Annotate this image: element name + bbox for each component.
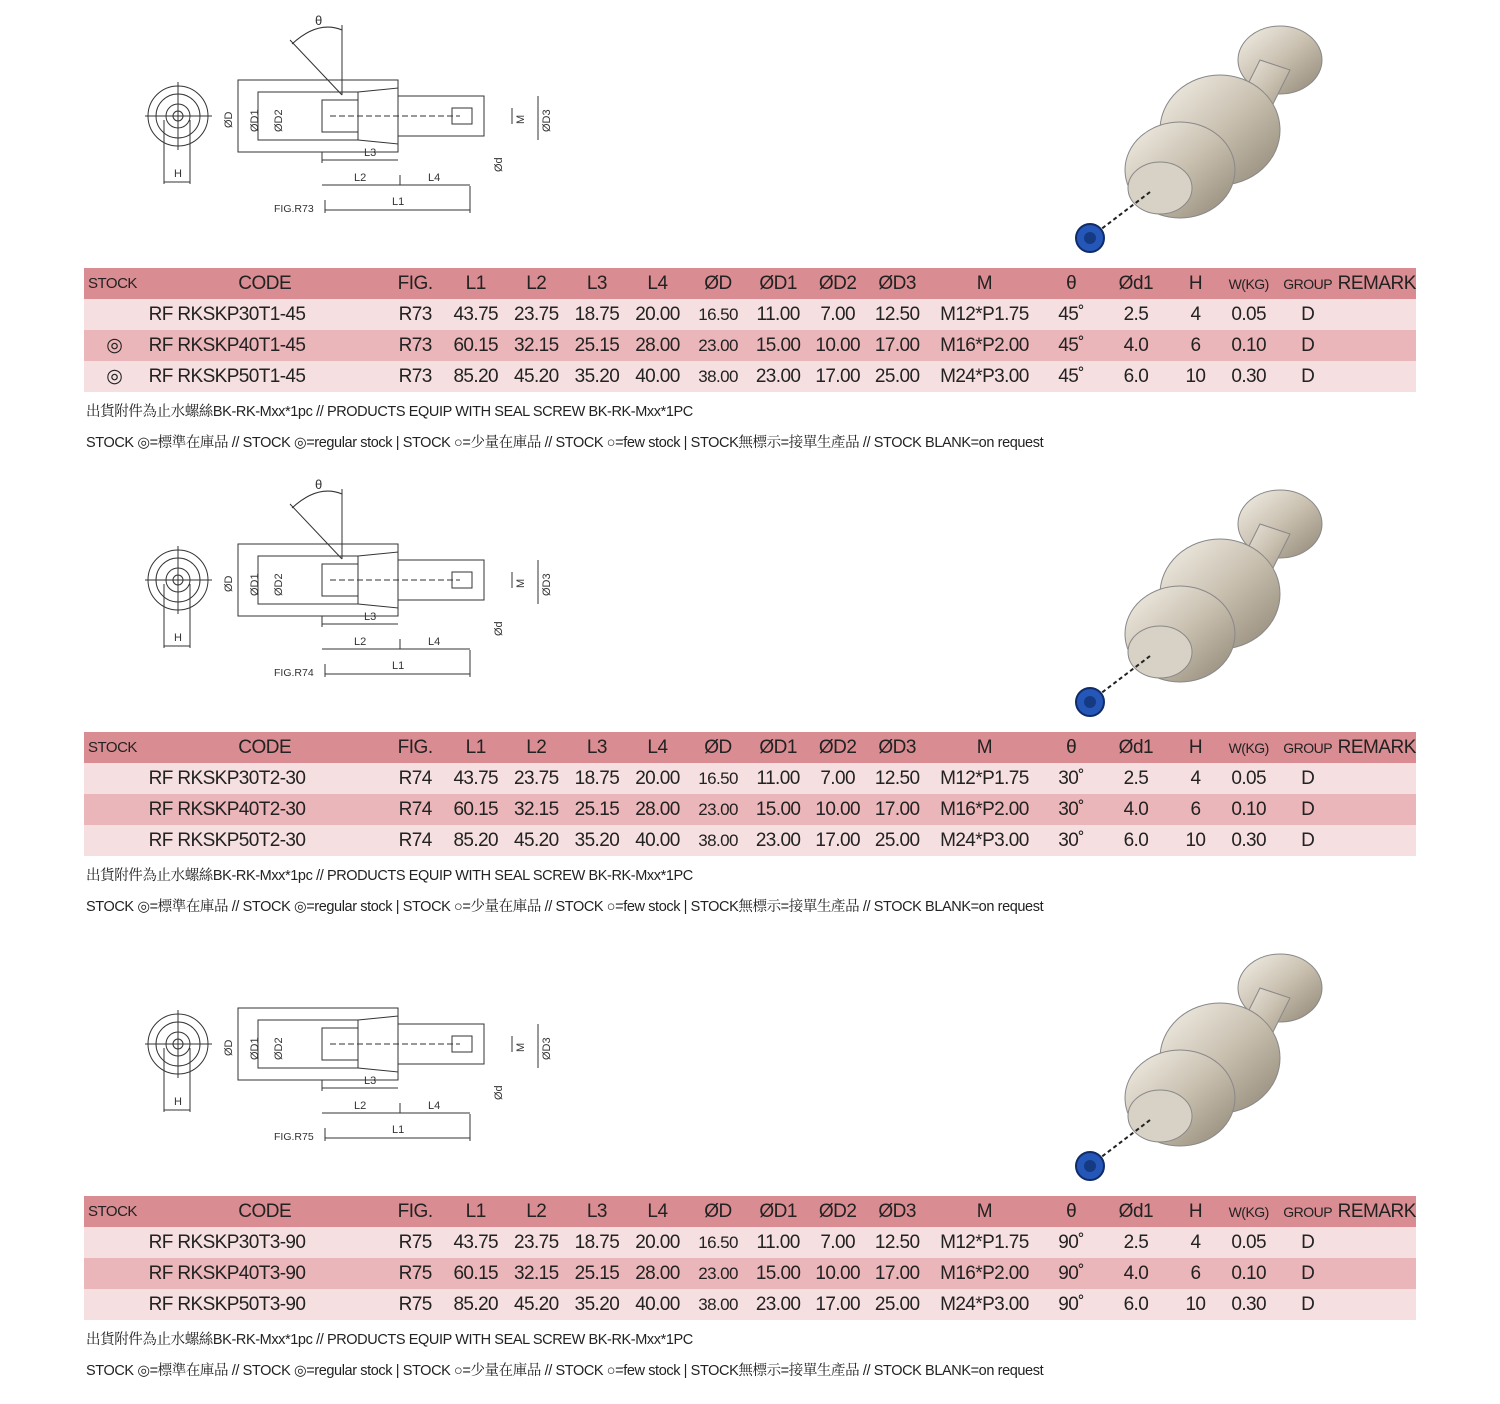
drawing-label-theta: θ [315,477,323,492]
side-view [223,13,553,215]
stock-legend: STOCK ◎=標準在庫品 // STOCK ◎=regular stock | STOCK ○=少量在庫品 // STOCK ○=few stock | STOCK無標示=接單生產品 // STOCK BLANK=on request [86,1363,1044,1379]
cell-code: RF RKSKP50T2-30 [145,825,385,856]
cell-m: M24*P3.00 [927,1289,1042,1320]
column-header-od1-small: Ød1 [1100,268,1171,299]
drawing-label-d1: ØD1 [249,1037,261,1060]
table-row [84,825,1416,856]
cell-l3: 18.75 [567,763,628,794]
cell-od1-small: 6.0 [1100,1289,1171,1320]
cell-l4: 20.00 [627,299,688,330]
drawing-label-d1: ØD1 [249,573,261,596]
cell-theta: 45˚ [1042,361,1101,392]
cell-od1: 23.00 [748,361,808,392]
column-header-l1: L1 [445,1196,506,1227]
cell-l2: 23.75 [506,763,567,794]
cell-theta: 45˚ [1042,330,1101,361]
column-header-od: ØD [688,268,749,299]
cell-code: RF RKSKP40T3-90 [145,1258,385,1289]
side-view [223,1008,553,1143]
cell-fig: R73 [385,299,446,330]
cell-l1: 43.75 [445,299,506,330]
cell-h: 6 [1171,330,1219,361]
table-row [84,763,1416,794]
cell-fig: R74 [385,763,446,794]
cell-od3: 17.00 [867,794,927,825]
cell-od1-small: 2.5 [1100,299,1171,330]
cell-stock: ◎ [84,330,145,361]
cell-l2: 23.75 [506,299,567,330]
cell-l3: 18.75 [567,1227,628,1258]
drawing-label-l4: L4 [428,1100,441,1112]
drawing-label-d: ØD [223,1039,235,1056]
cell-h: 4 [1171,299,1219,330]
drawing-label-d3: ØD3 [541,1037,553,1060]
product-section-2 [0,464,1500,928]
drawing-label-l3: L3 [364,1075,377,1087]
cell-od: 23.00 [688,330,749,361]
cell-l2: 45.20 [506,361,567,392]
drawing-label-d: Ød [493,621,505,636]
cell-remark [1338,1227,1417,1258]
stock-legend: STOCK ◎=標準在庫品 // STOCK ◎=regular stock | STOCK ○=少量在庫品 // STOCK ○=few stock | STOCK無標示=接單生產品 // STOCK BLANK=on request [86,899,1044,915]
cell-m: M12*P1.75 [927,299,1042,330]
cell-l1: 85.20 [445,361,506,392]
table-row [84,1289,1416,1320]
column-header-od1-small: Ød1 [1100,1196,1171,1227]
cell-group: D [1278,825,1338,856]
cell-od1: 11.00 [748,1227,808,1258]
cell-weight: 0.10 [1219,330,1278,361]
cell-theta: 45˚ [1042,299,1101,330]
cell-od1-small: 2.5 [1100,1227,1171,1258]
column-header-l1: L1 [445,268,506,299]
cell-od2: 10.00 [808,794,868,825]
cell-od: 16.50 [688,1227,749,1258]
drawing-label-m: M [515,1042,527,1052]
cell-remark [1338,299,1417,330]
cell-l4: 20.00 [627,763,688,794]
cell-l3: 35.20 [567,361,628,392]
cell-weight: 0.30 [1219,1289,1278,1320]
column-header-fig: FIG. [385,732,446,763]
cell-l4: 20.00 [627,1227,688,1258]
cell-od2: 10.00 [808,330,868,361]
cell-od1: 11.00 [748,299,808,330]
cell-od2: 17.00 [808,1289,868,1320]
cell-od1-small: 4.0 [1100,330,1171,361]
cell-l4: 40.00 [627,1289,688,1320]
cell-code: RF RKSKP30T3-90 [145,1227,385,1258]
column-header-stock: STOCK [84,1196,145,1227]
cell-theta: 30˚ [1042,763,1101,794]
column-header-l3: L3 [567,1196,628,1227]
cell-stock [84,299,145,330]
column-header-od1-small: Ød1 [1100,732,1171,763]
cell-code: RF RKSKP30T1-45 [145,299,385,330]
cell-l3: 18.75 [567,299,628,330]
drawing-label-h: H [174,1096,182,1108]
drawing-label-l3: L3 [364,611,377,623]
column-header-group: GROUP [1278,1196,1338,1227]
cell-weight: 0.10 [1219,794,1278,825]
end-view [145,546,212,648]
column-header-od: ØD [688,1196,749,1227]
cell-l1: 85.20 [445,825,506,856]
cell-fig: R74 [385,825,446,856]
cell-od1: 15.00 [748,330,808,361]
cell-od: 38.00 [688,1289,749,1320]
cell-od2: 17.00 [808,825,868,856]
column-header-remark: REMARK [1338,732,1417,763]
cell-l1: 60.15 [445,330,506,361]
cell-h: 4 [1171,763,1219,794]
cell-remark [1338,330,1417,361]
drawing-label-theta: θ [315,13,323,28]
cell-m: M12*P1.75 [927,1227,1042,1258]
cell-l1: 43.75 [445,1227,506,1258]
column-header-code: CODE [145,732,385,763]
cell-stock [84,794,145,825]
cell-stock [84,1227,145,1258]
cell-h: 6 [1171,794,1219,825]
column-header-od1: ØD1 [748,732,808,763]
drawing-label-m: M [515,114,527,124]
drawing-label-d1: ØD1 [249,109,261,132]
column-header-h: H [1171,732,1219,763]
cell-weight: 0.05 [1219,1227,1278,1258]
cell-group: D [1278,1258,1338,1289]
column-header-theta: θ [1042,268,1101,299]
cell-h: 6 [1171,1258,1219,1289]
cell-weight: 0.05 [1219,763,1278,794]
table-header [84,1196,1416,1227]
cell-l4: 28.00 [627,330,688,361]
cell-h: 10 [1171,825,1219,856]
column-header-l4: L4 [627,732,688,763]
cell-remark [1338,825,1417,856]
technical-drawing [140,0,570,215]
cell-l4: 40.00 [627,361,688,392]
column-header-stock: STOCK [84,732,145,763]
cell-od1: 15.00 [748,794,808,825]
column-header-fig: FIG. [385,1196,446,1227]
cell-od3: 12.50 [867,299,927,330]
column-header-weight: W(KG) [1219,268,1278,299]
end-view [145,1010,212,1112]
column-header-weight: W(KG) [1219,1196,1278,1227]
cell-od1: 23.00 [748,1289,808,1320]
cell-od1-small: 4.0 [1100,1258,1171,1289]
cell-l3: 25.15 [567,794,628,825]
drawing-label-d3: ØD3 [541,109,553,132]
column-header-h: H [1171,268,1219,299]
drawing-label-d: Ød [493,157,505,172]
figure-label: FIG.R75 [274,1131,314,1143]
cell-code: RF RKSKP40T1-45 [145,330,385,361]
table-row [84,361,1416,392]
cell-l2: 32.15 [506,794,567,825]
drawing-label-l1: L1 [392,660,405,672]
cell-fig: R75 [385,1289,446,1320]
cell-od: 23.00 [688,794,749,825]
cell-od1-small: 2.5 [1100,763,1171,794]
cell-theta: 30˚ [1042,825,1101,856]
table-row [84,299,1416,330]
drawing-label-d: ØD [223,575,235,592]
cell-od3: 17.00 [867,330,927,361]
drawing-label-m: M [515,578,527,588]
technical-drawing [140,464,570,679]
cell-od2: 17.00 [808,361,868,392]
drawing-label-d3: ØD3 [541,573,553,596]
table-header [84,732,1416,763]
cell-od1-small: 6.0 [1100,361,1171,392]
cell-l3: 35.20 [567,825,628,856]
cell-fig: R73 [385,330,446,361]
cell-stock [84,825,145,856]
cell-l2: 45.20 [506,1289,567,1320]
cell-stock [84,763,145,794]
column-header-od2: ØD2 [808,268,868,299]
spec-table [84,732,1416,856]
column-header-l2: L2 [506,268,567,299]
column-header-od3: ØD3 [867,1196,927,1227]
drawing-label-d2: ØD2 [273,109,285,132]
column-header-remark: REMARK [1338,268,1417,299]
cell-h: 4 [1171,1227,1219,1258]
figure-label: FIG.R73 [274,203,314,215]
cell-stock [84,1258,145,1289]
cell-od1: 15.00 [748,1258,808,1289]
drawing-label-l2: L2 [354,172,367,184]
cell-l3: 25.15 [567,330,628,361]
cell-theta: 90˚ [1042,1289,1101,1320]
cell-od3: 12.50 [867,763,927,794]
cell-od1: 11.00 [748,763,808,794]
drawing-label-d: Ød [493,1085,505,1100]
cell-remark [1338,763,1417,794]
column-header-h: H [1171,1196,1219,1227]
cell-group: D [1278,1227,1338,1258]
cell-l3: 35.20 [567,1289,628,1320]
cell-remark [1338,1289,1417,1320]
cell-group: D [1278,1289,1338,1320]
drawing-label-d2: ØD2 [273,1037,285,1060]
drawing-label-d: ØD [223,111,235,128]
column-header-stock: STOCK [84,268,145,299]
column-header-l4: L4 [627,268,688,299]
column-header-m: M [927,1196,1042,1227]
column-header-code: CODE [145,268,385,299]
cell-od2: 7.00 [808,763,868,794]
cell-l4: 28.00 [627,1258,688,1289]
product-section-3 [0,928,1500,1392]
cell-od3: 25.00 [867,361,927,392]
end-view [145,82,212,184]
cell-l2: 32.15 [506,330,567,361]
column-header-od2: ØD2 [808,1196,868,1227]
cell-od: 23.00 [688,1258,749,1289]
column-header-od2: ØD2 [808,732,868,763]
pull-stud-image [1060,484,1340,724]
cell-m: M16*P2.00 [927,330,1042,361]
column-header-l3: L3 [567,268,628,299]
drawing-label-h: H [174,632,182,644]
cell-od2: 7.00 [808,299,868,330]
column-header-fig: FIG. [385,268,446,299]
cell-m: M24*P3.00 [927,361,1042,392]
drawing-label-h: H [174,168,182,180]
drawing-label-l4: L4 [428,172,441,184]
cell-od1: 23.00 [748,825,808,856]
cell-l4: 28.00 [627,794,688,825]
column-header-remark: REMARK [1338,1196,1417,1227]
figure-label: FIG.R74 [274,667,314,679]
pull-stud-image [1060,948,1340,1188]
drawing-label-l3: L3 [364,147,377,159]
cell-od3: 17.00 [867,1258,927,1289]
cell-l1: 60.15 [445,1258,506,1289]
cell-theta: 90˚ [1042,1227,1101,1258]
cell-weight: 0.30 [1219,825,1278,856]
column-header-weight: W(KG) [1219,732,1278,763]
column-header-od3: ØD3 [867,732,927,763]
cell-m: M16*P2.00 [927,794,1042,825]
table-row [84,330,1416,361]
drawing-label-l4: L4 [428,636,441,648]
cell-code: RF RKSKP50T1-45 [145,361,385,392]
cell-od1-small: 4.0 [1100,794,1171,825]
cell-l2: 45.20 [506,825,567,856]
cell-fig: R75 [385,1258,446,1289]
cell-l2: 32.15 [506,1258,567,1289]
cell-fig: R74 [385,794,446,825]
column-header-m: M [927,268,1042,299]
cell-remark [1338,794,1417,825]
pull-stud-image [1060,20,1340,260]
column-header-od3: ØD3 [867,268,927,299]
cell-l1: 43.75 [445,763,506,794]
cell-l1: 60.15 [445,794,506,825]
cell-group: D [1278,794,1338,825]
cell-remark [1338,361,1417,392]
cell-l2: 23.75 [506,1227,567,1258]
column-header-code: CODE [145,1196,385,1227]
equip-note: 出貨附件為止水螺絲BK-RK-Mxx*1pc // PRODUCTS EQUIP WITH SEAL SCREW BK-RK-Mxx*1PC [86,1332,693,1348]
column-header-l1: L1 [445,732,506,763]
side-view [223,477,553,679]
cell-od2: 10.00 [808,1258,868,1289]
technical-drawing [140,928,570,1143]
cell-code: RF RKSKP30T2-30 [145,763,385,794]
cell-od3: 25.00 [867,1289,927,1320]
cell-l3: 25.15 [567,1258,628,1289]
equip-note: 出貨附件為止水螺絲BK-RK-Mxx*1pc // PRODUCTS EQUIP WITH SEAL SCREW BK-RK-Mxx*1PC [86,868,693,884]
column-header-l2: L2 [506,1196,567,1227]
column-header-l2: L2 [506,732,567,763]
equip-note: 出貨附件為止水螺絲BK-RK-Mxx*1pc // PRODUCTS EQUIP WITH SEAL SCREW BK-RK-Mxx*1PC [86,404,693,420]
spec-table [84,268,1416,392]
cell-weight: 0.30 [1219,361,1278,392]
cell-od2: 7.00 [808,1227,868,1258]
column-header-od1: ØD1 [748,1196,808,1227]
cell-m: M16*P2.00 [927,1258,1042,1289]
cell-code: RF RKSKP40T2-30 [145,794,385,825]
cell-weight: 0.05 [1219,299,1278,330]
column-header-theta: θ [1042,1196,1101,1227]
cell-stock: ◎ [84,361,145,392]
drawing-label-l2: L2 [354,1100,367,1112]
column-header-theta: θ [1042,732,1101,763]
column-header-od: ØD [688,732,749,763]
cell-group: D [1278,299,1338,330]
cell-od1-small: 6.0 [1100,825,1171,856]
cell-stock [84,1289,145,1320]
cell-weight: 0.10 [1219,1258,1278,1289]
cell-group: D [1278,763,1338,794]
cell-m: M24*P3.00 [927,825,1042,856]
cell-fig: R73 [385,361,446,392]
cell-fig: R75 [385,1227,446,1258]
drawing-label-l2: L2 [354,636,367,648]
cell-m: M12*P1.75 [927,763,1042,794]
cell-l1: 85.20 [445,1289,506,1320]
cell-od: 38.00 [688,361,749,392]
drawing-label-d2: ØD2 [273,573,285,596]
cell-od: 16.50 [688,763,749,794]
column-header-od1: ØD1 [748,268,808,299]
cell-h: 10 [1171,1289,1219,1320]
drawing-label-l1: L1 [392,196,405,208]
drawing-label-l1: L1 [392,1124,405,1136]
product-section-1 [0,0,1500,464]
cell-group: D [1278,361,1338,392]
column-header-m: M [927,732,1042,763]
cell-theta: 30˚ [1042,794,1101,825]
cell-l4: 40.00 [627,825,688,856]
column-header-group: GROUP [1278,268,1338,299]
cell-od3: 25.00 [867,825,927,856]
column-header-l3: L3 [567,732,628,763]
column-header-group: GROUP [1278,732,1338,763]
cell-od3: 12.50 [867,1227,927,1258]
cell-od: 38.00 [688,825,749,856]
spec-table [84,1196,1416,1320]
table-row [84,1227,1416,1258]
column-header-l4: L4 [627,1196,688,1227]
cell-h: 10 [1171,361,1219,392]
cell-remark [1338,1258,1417,1289]
table-row [84,794,1416,825]
cell-code: RF RKSKP50T3-90 [145,1289,385,1320]
stock-legend: STOCK ◎=標準在庫品 // STOCK ◎=regular stock | STOCK ○=少量在庫品 // STOCK ○=few stock | STOCK無標示=接單生產品 // STOCK BLANK=on request [86,435,1044,451]
table-header [84,268,1416,299]
cell-theta: 90˚ [1042,1258,1101,1289]
cell-group: D [1278,330,1338,361]
cell-od: 16.50 [688,299,749,330]
table-row [84,1258,1416,1289]
